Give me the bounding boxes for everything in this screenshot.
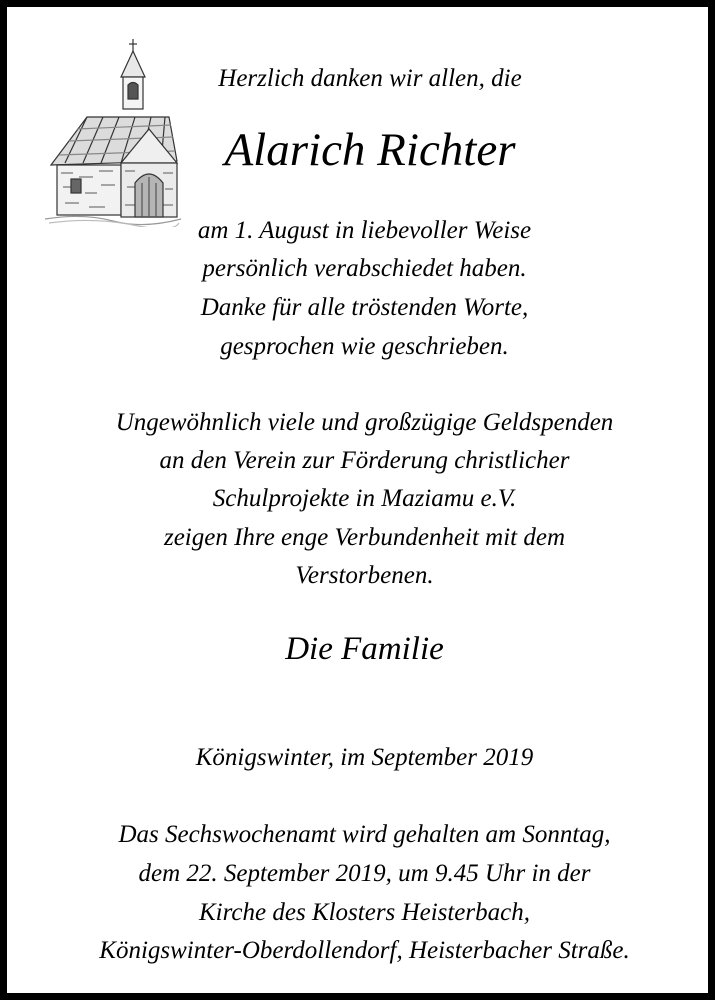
- donation-line: Schulprojekte in Maziamu e.V.: [212, 485, 517, 512]
- thanks-line: gesprochen wie geschrieben.: [220, 333, 509, 360]
- place-date: Königswinter, im September 2019: [195, 744, 534, 771]
- thanks-line: am 1. August in liebevoller Weise: [197, 217, 532, 244]
- family-signature: Die Familie: [285, 631, 444, 667]
- donation-line: Verstorbenen.: [295, 562, 434, 589]
- service-line: Das Sechswochenamt wird gehalten am Sonntag,: [118, 821, 611, 848]
- donation-line: zeigen Ihre enge Verbundenheit mit dem: [163, 524, 566, 551]
- donation-line: an den Verein zur Förderung christlicher: [159, 447, 570, 474]
- service-line: dem 22. September 2019, um 9.45 Uhr in der: [138, 860, 591, 887]
- chapel-icon: [43, 37, 183, 227]
- intro-text: Herzlich danken wir allen, die: [218, 65, 522, 92]
- service-line: Kirche des Klosters Heisterbach,: [199, 899, 530, 926]
- thanks-line: persönlich verabschiedet haben.: [202, 255, 527, 282]
- donation-line: Ungewöhnlich viele und großzügige Geldspenden: [115, 409, 614, 436]
- thanks-line: Danke für alle tröstenden Worte,: [200, 294, 529, 321]
- service-line: Königswinter-Oberdollendorf, Heisterbacher Straße.: [99, 937, 630, 964]
- deceased-name: Alarich Richter: [224, 124, 516, 176]
